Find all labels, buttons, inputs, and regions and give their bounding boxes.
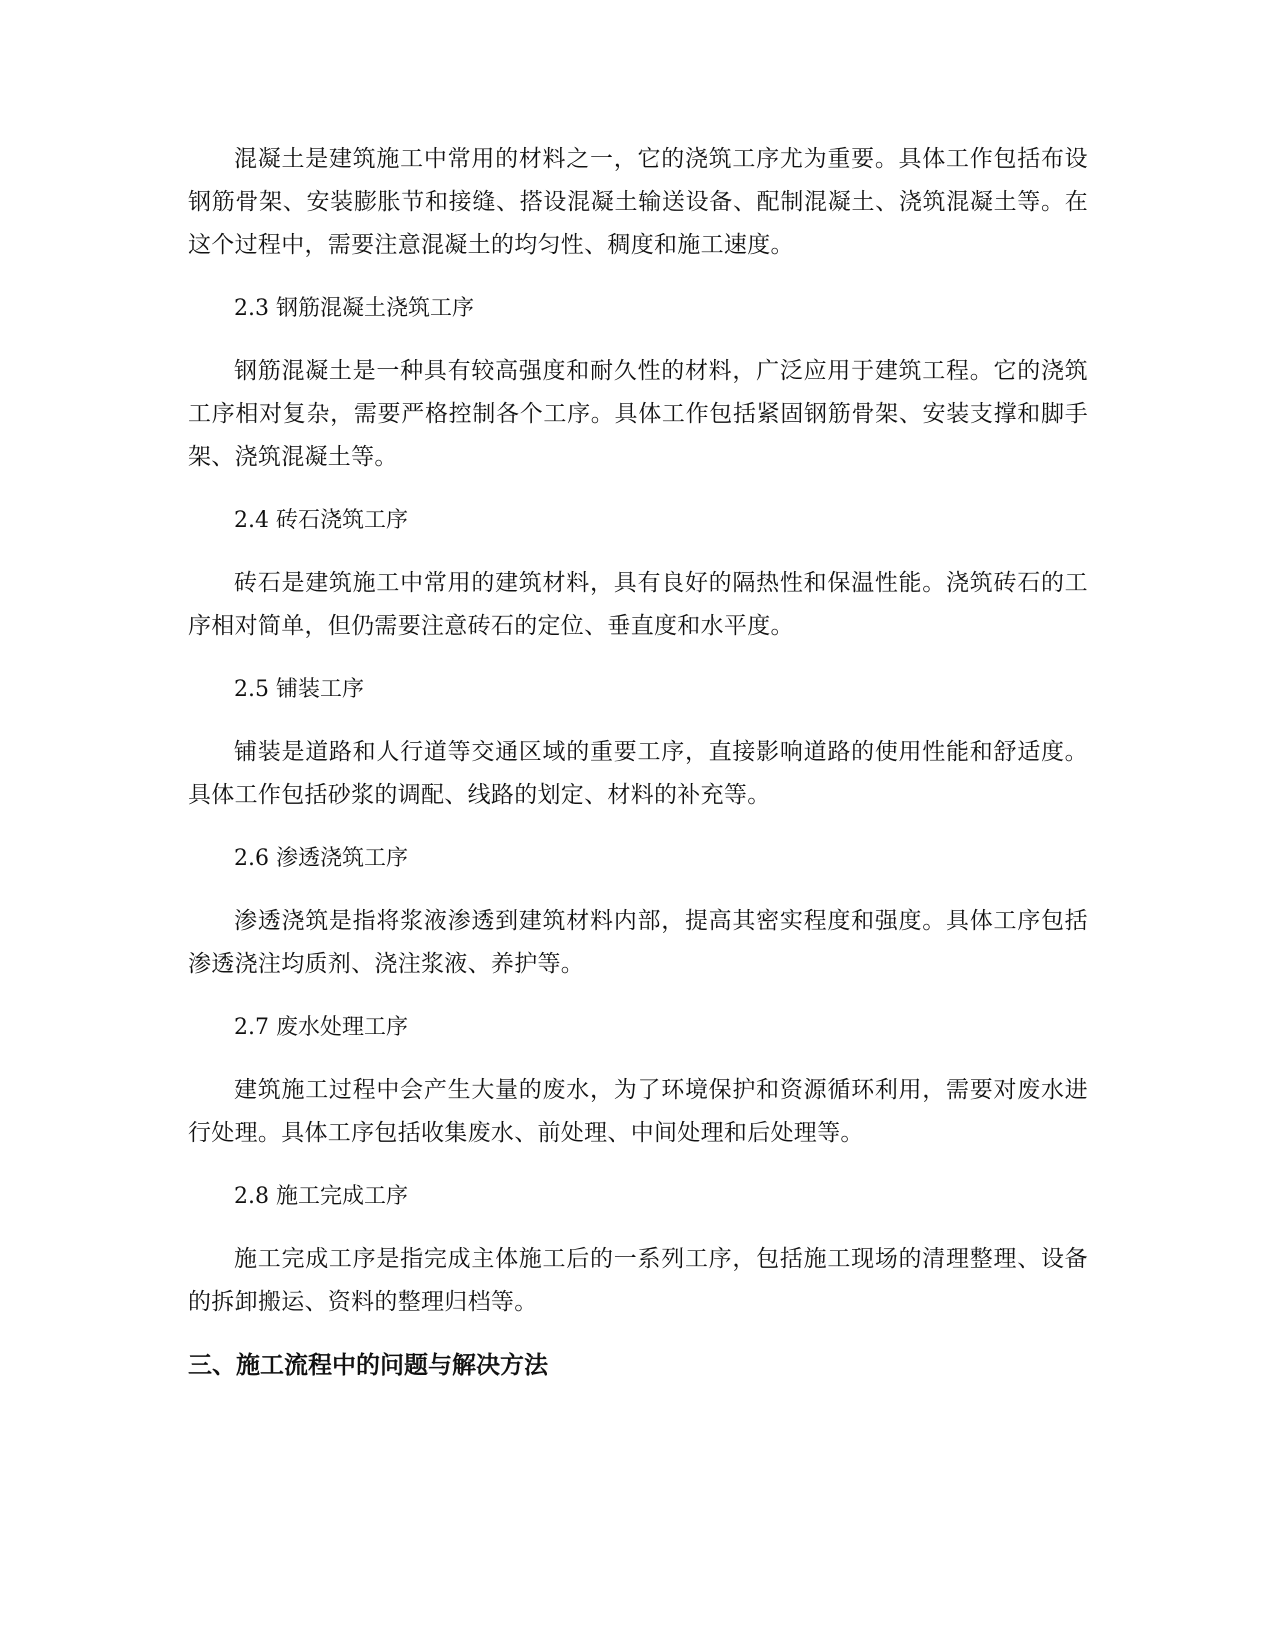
paragraph-completion: 施工完成工序是指完成主体施工后的一系列工序，包括施工现场的清理整理、设备的拆卸搬运、资料的整理归档等。 (188, 1246, 1088, 1315)
paragraph-permeation: 渗透浇筑是指将浆液渗透到建筑材料内部，提高其密实程度和强度。具体工序包括渗透浇注均质剂、浇注浆液、养护等。 (188, 908, 1088, 977)
subheading-2-8: 2.8 施工完成工序 (234, 1184, 408, 1209)
paragraph-paving: 铺装是道路和人行道等交通区域的重要工序，直接影响道路的使用性能和舒适度。具体工作包括砂浆的调配、线路的划定、材料的补充等。 (188, 739, 1088, 808)
paragraph-wastewater: 建筑施工过程中会产生大量的废水，为了环境保护和资源循环利用，需要对废水进行处理。具体工序包括收集废水、前处理、中间处理和后处理等。 (188, 1077, 1088, 1146)
subheading-2-6: 2.6 渗透浇筑工序 (234, 846, 408, 871)
section-heading-3: 三、施工流程中的问题与解决方法 (188, 1351, 548, 1379)
subheading-2-5: 2.5 铺装工序 (234, 677, 364, 702)
subheading-2-7: 2.7 废水处理工序 (234, 1015, 408, 1040)
paragraph-concrete-pouring: 混凝土是建筑施工中常用的材料之一，它的浇筑工序尤为重要。具体工作包括布设钢筋骨架、安装膨胀节和接缝、搭设混凝土输送设备、配制混凝土、浇筑混凝土等。在这个过程中，需要注意混凝土的均匀性、稠度和施工速度。 (188, 146, 1088, 258)
document-body (188, 138, 1088, 1387)
paragraph-reinforced-concrete: 钢筋混凝土是一种具有较高强度和耐久性的材料，广泛应用于建筑工程。它的浇筑工序相对复杂，需要严格控制各个工序。具体工作包括紧固钢筋骨架、安装支撑和脚手架、浇筑混凝土等。 (188, 358, 1088, 470)
paragraph-masonry: 砖石是建筑施工中常用的建筑材料，具有良好的隔热性和保温性能。浇筑砖石的工序相对简单，但仍需要注意砖石的定位、垂直度和水平度。 (188, 570, 1088, 639)
subheading-2-3: 2.3 钢筋混凝土浇筑工序 (234, 296, 474, 321)
subheading-2-4: 2.4 砖石浇筑工序 (234, 508, 408, 533)
